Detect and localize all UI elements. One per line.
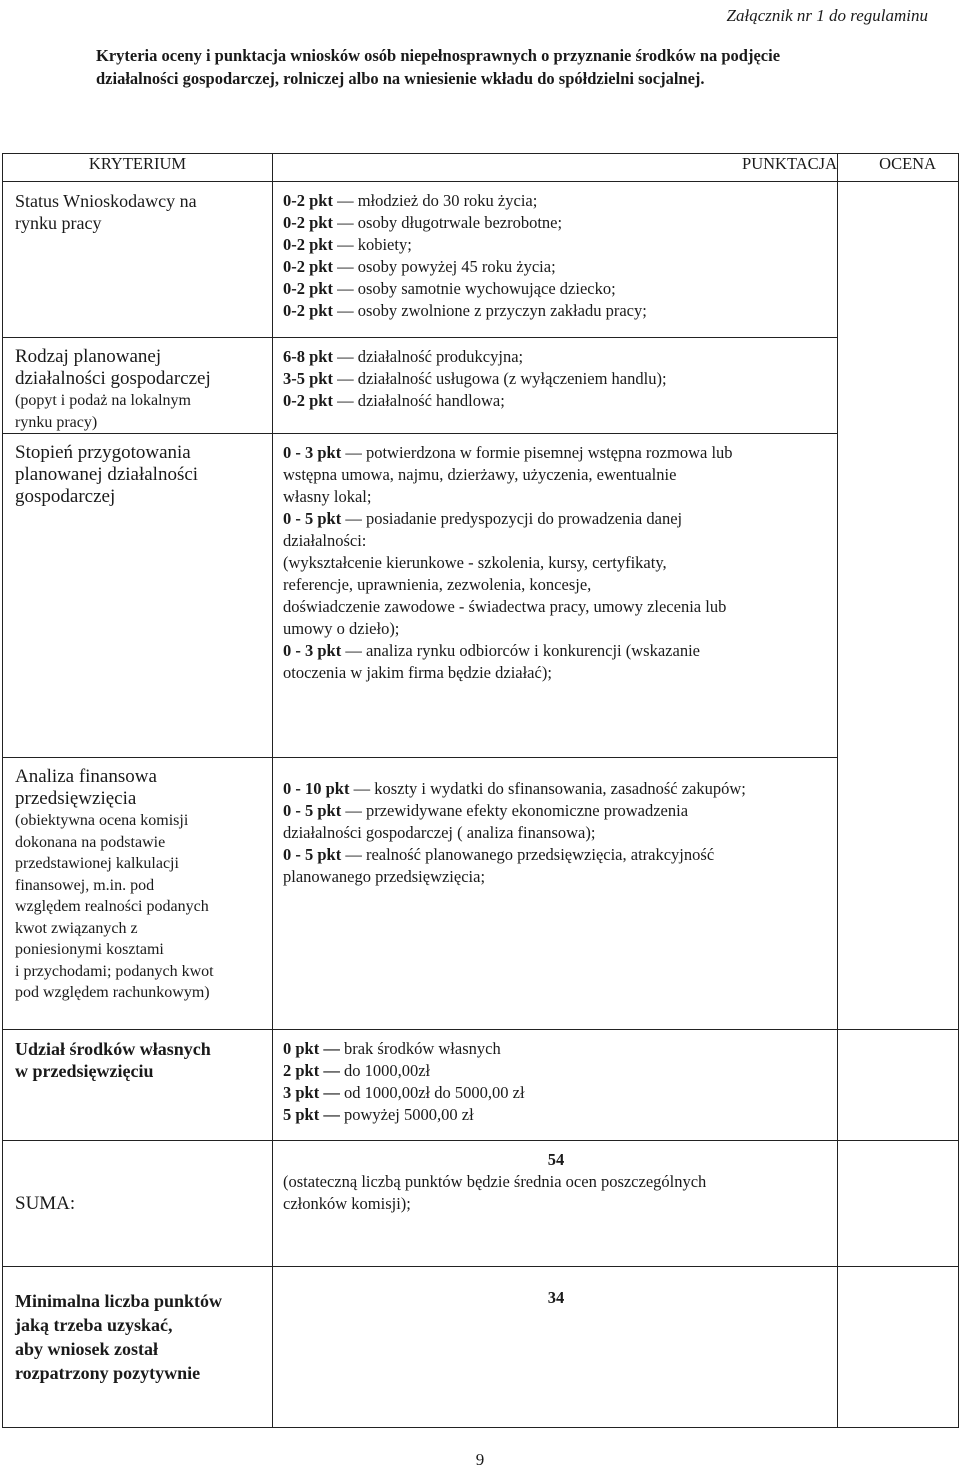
- criterion-title-line: przedsięwzięcia: [15, 788, 137, 809]
- sum-note-line: członków komisji);: [283, 1194, 411, 1213]
- pts-text: potwierdzona w formie pisemnej wstępna rozmowa lub: [365, 443, 733, 462]
- criterion-note-line: kwot związanych z: [15, 919, 138, 937]
- pts-text: planowanego przedsięwzięcia;: [283, 867, 486, 886]
- pts: 0 - 5 pkt: [283, 509, 342, 528]
- pts-text: brak środków własnych: [343, 1039, 501, 1058]
- annex-label: Załącznik nr 1 do regulaminu: [726, 6, 928, 25]
- pts: 0 - 3 pkt: [283, 641, 342, 660]
- pts: 0-2 pkt: [283, 191, 333, 210]
- pts-text: wstępna umowa, najmu, dzierżawy, użyczenia, ewentualnie: [283, 465, 677, 484]
- pts-text: umowy o dzieło);: [283, 619, 400, 638]
- criterion-note-line: finansowej, m.in. pod: [15, 876, 155, 894]
- pts-text: działalności:: [283, 531, 367, 550]
- pts: 0-2 pkt: [283, 301, 333, 320]
- minimum-label-cell: [3, 1267, 273, 1428]
- sum-label: SUMA:: [15, 1192, 76, 1214]
- criterion-status: [3, 182, 273, 338]
- pts: 0-2 pkt: [283, 213, 333, 232]
- table-row: [3, 434, 959, 758]
- criterion-title-line: Udział środków własnych: [15, 1039, 211, 1059]
- pts: 0-2 pkt: [283, 257, 333, 276]
- points-analiza: 0 - 10 pkt — koszty i wydatki do sfinansowania, zasadność zakupów; 0 - 5 pkt — przewidywane efekty ekonomiczne prowadzenia działalności gospodarczej ( analiza finansowa); 0 - 5 pkt — realność planowanego przedsięwzięcia, atrakcyjność planowanego przedsięwzięcia;: [273, 758, 838, 1030]
- pts: 0 - 5 pkt: [283, 845, 342, 864]
- pts-text: osoby zwolnione z przyczyn zakładu pracy;: [357, 301, 647, 320]
- criterion-udzial: [3, 1030, 273, 1141]
- pts: 0-2 pkt: [283, 391, 333, 410]
- criterion-note-line: względem realności podanych: [15, 898, 209, 915]
- criterion-title-line: Stopień przygotowania: [15, 442, 191, 463]
- sum-value: 54: [547, 1150, 565, 1169]
- score-cell: [838, 1030, 959, 1141]
- pts: 0 - 5 pkt: [283, 801, 342, 820]
- pts-text: kobiety;: [357, 235, 412, 254]
- pts-text: referencje, uprawnienia, zezwolenia, koncesje,: [283, 575, 592, 594]
- criterion-note-line: dokonana na podstawie: [15, 833, 166, 851]
- criterion-title-line: w przedsięwzięciu: [15, 1061, 154, 1081]
- pts-text: osoby samotnie wychowujące dziecko;: [357, 279, 616, 298]
- criterion-note-line: przedstawionej kalkulacji: [15, 855, 179, 872]
- pts: 3 pkt: [283, 1083, 320, 1102]
- pts-text: własny lokal;: [283, 487, 372, 506]
- criteria-table: [2, 153, 959, 1428]
- minimum-label-line: aby wniosek został: [15, 1339, 159, 1359]
- pts-text: koszty i wydatki do sfinansowania, zasadność zakupów;: [374, 779, 746, 798]
- table-row: [3, 1267, 959, 1428]
- pts: 0-2 pkt: [283, 279, 333, 298]
- pts: 2 pkt: [283, 1061, 320, 1080]
- criterion-title-line: Analiza finansowa: [15, 766, 157, 787]
- pts: 0 - 3 pkt: [283, 443, 342, 462]
- table-row: [3, 182, 959, 338]
- pts-text: otoczenia w jakim firma będzie działać);: [283, 663, 552, 682]
- points-stopien: 0 - 3 pkt — potwierdzona w formie pisemnej wstępna rozmowa lub wstępna umowa, najmu, dzierżawy, użyczenia, ewentualnie własny lokal; 0 - 5 pkt — posiadanie predyspozycji do prowadzenia danej działalności: (wykształcenie kierunkowe - szkolenia, kursy, certyfikaty, referencje, uprawnienia, zezwolenia, koncesje, doświadczenie zawodowe - świadectwa pracy, umowy zlecenia lub umowy o dzieło); 0 - 3 pkt — analiza rynku odbiorców i konkurencji (wskazanie otoczenia w jakim firma będzie działać);: [273, 434, 838, 758]
- criterion-title-line: działalności gospodarczej: [15, 368, 211, 389]
- table-row: [3, 338, 959, 434]
- pts-text: działalność produkcyjna;: [357, 347, 524, 366]
- pts-text: doświadczenie zawodowe - świadectwa pracy, umowy zlecenia lub: [283, 597, 727, 616]
- minimum-cell: [273, 1267, 838, 1428]
- table-row: [3, 758, 959, 1030]
- criterion-title-line: Status Wnioskodawcy na: [15, 191, 197, 211]
- minimum-label-line: rozpatrzony pozytywnie: [15, 1363, 201, 1383]
- criterion-title-line: gospodarczej: [15, 486, 116, 507]
- score-cell: [838, 182, 959, 1030]
- criterion-stopien: [3, 434, 273, 758]
- heading-line: działalności gospodarczej, rolniczej albo na wniesienie wkładu do spółdzielni socjalnej.: [96, 69, 705, 88]
- score-cell: [838, 1141, 959, 1267]
- criterion-analiza: [3, 758, 273, 1030]
- pts: 5 pkt: [283, 1105, 320, 1124]
- criterion-title-line: rynku pracy: [15, 213, 102, 233]
- pts: 0-2 pkt: [283, 235, 333, 254]
- pts-text: posiadanie predyspozycji do prowadzenia danej: [365, 509, 683, 528]
- pts-text: osoby powyżej 45 roku życia;: [357, 257, 556, 276]
- pts-text: do 1000,00zł: [343, 1061, 431, 1080]
- page-number: 9: [475, 1450, 485, 1469]
- header-score: OCENA: [838, 154, 959, 182]
- pts-text: młodzież do 30 roku życia;: [357, 191, 538, 210]
- table-row: [3, 1030, 959, 1141]
- pts: 3-5 pkt: [283, 369, 333, 388]
- criterion-note-line: (obiektywna ocena komisji: [15, 812, 189, 829]
- heading-line: Kryteria oceny i punktacja wniosków osób niepełnosprawnych o przyznanie środków na podjęcie: [96, 46, 781, 65]
- pts-text: powyżej 5000,00 zł: [343, 1105, 474, 1124]
- points-status: 0-2 pkt — młodzież do 30 roku życia; 0-2 pkt — osoby długotrwale bezrobotne; 0-2 pkt — kobiety; 0-2 pkt — osoby powyżej 45 roku życia; 0-2 pkt — osoby samotnie wychowujące dziecko; 0-2 pkt — osoby zwolnione z przyczyn zakładu pracy;: [273, 182, 838, 338]
- table-header-row: [3, 154, 959, 182]
- criterion-note-line: (popyt i podaż na lokalnym: [15, 392, 191, 409]
- sum-cell: [273, 1141, 838, 1267]
- document-heading: [96, 44, 896, 90]
- pts: 0 pkt: [283, 1039, 320, 1058]
- pts: 0 - 10 pkt: [283, 779, 350, 798]
- pts-text: realność planowanego przedsięwzięcia, atrakcyjność: [365, 845, 715, 864]
- score-cell: [838, 1267, 959, 1428]
- criterion-note-line: poniesionymi kosztami: [15, 941, 164, 958]
- pts: 6-8 pkt: [283, 347, 333, 366]
- minimum-value: 34: [547, 1288, 565, 1307]
- header-points: PUNKTACJA: [273, 154, 838, 182]
- pts-text: (wykształcenie kierunkowe - szkolenia, kursy, certyfikaty,: [283, 553, 667, 572]
- sum-label-cell: [3, 1141, 273, 1267]
- sum-note-line: (ostateczną liczbą punktów będzie średnia ocen poszczególnych: [283, 1172, 707, 1191]
- minimum-label-line: Minimalna liczba punktów: [15, 1291, 223, 1311]
- header-criterion: KRYTERIUM: [3, 154, 273, 182]
- pts-text: przewidywane efekty ekonomiczne prowadzenia: [365, 801, 689, 820]
- points-rodzaj: 6-8 pkt — działalność produkcyjna; 3-5 pkt — działalność usługowa (z wyłączeniem handlu); 0-2 pkt — działalność handlowa;: [273, 338, 838, 434]
- criterion-note-line: i przychodami; podanych kwot: [15, 962, 214, 980]
- table-row: [3, 1141, 959, 1267]
- criterion-note-line: pod względem rachunkowym): [15, 984, 210, 1001]
- pts-text: działalność usługowa (z wyłączeniem handlu);: [357, 369, 667, 388]
- pts-text: osoby długotrwale bezrobotne;: [357, 213, 563, 232]
- criterion-title-line: Rodzaj planowanej: [15, 346, 162, 367]
- pts-text: działalności gospodarczej ( analiza finansowa);: [283, 823, 596, 842]
- pts-text: działalność handlowa;: [357, 391, 505, 410]
- criterion-title-line: planowanej działalności: [15, 464, 199, 485]
- criterion-rodzaj: [3, 338, 273, 434]
- minimum-label-line: jaką trzeba uzyskać,: [15, 1315, 173, 1335]
- criterion-note-line: rynku pracy): [15, 413, 98, 431]
- pts-text: od 1000,00zł do 5000,00 zł: [343, 1083, 525, 1102]
- pts-text: analiza rynku odbiorców i konkurencji (wskazanie: [365, 641, 700, 660]
- points-udzial: 0 pkt — brak środków własnych 2 pkt — do 1000,00zł 3 pkt — od 1000,00zł do 5000,00 zł 5 pkt — powyżej 5000,00 zł: [273, 1030, 838, 1141]
